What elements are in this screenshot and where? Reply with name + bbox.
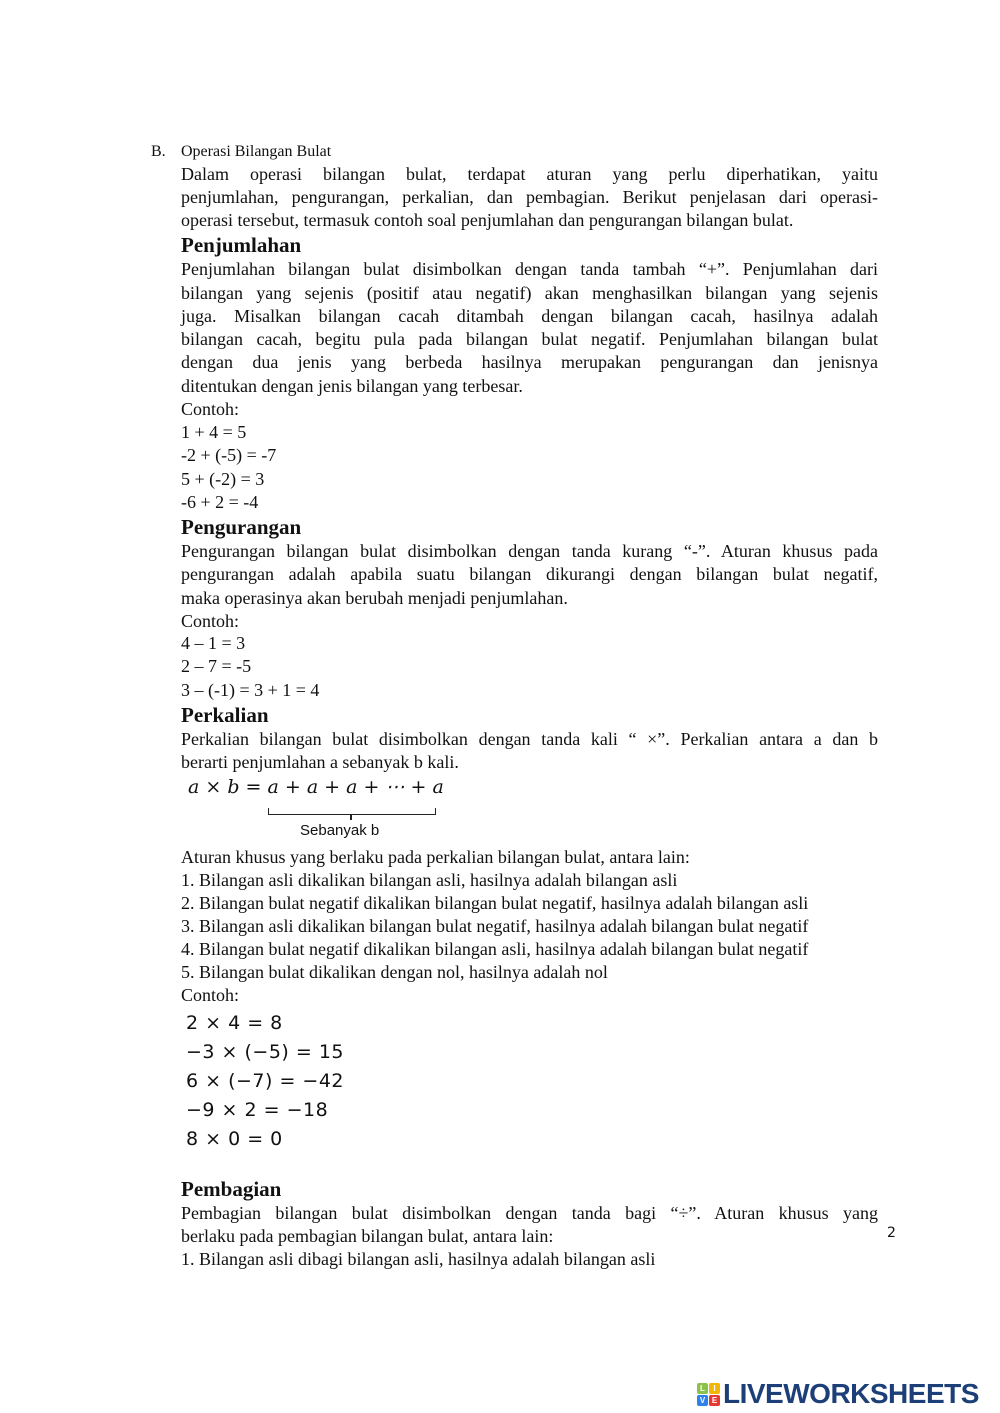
contoh-label: Contoh: [181,611,240,631]
math-example: 8 × 0 = 0 [186,1128,283,1150]
heading-penjumlahan: Penjumlahan [181,233,302,257]
contoh-label: Contoh: [181,985,240,1005]
liveworksheets-logo [697,1378,979,1410]
math-example: −3 × (−5) = 15 [186,1041,345,1063]
rules-intro: Aturan khusus yang berlaku pada perkalian bilangan bulat, antara lain: [181,847,690,867]
paragraph-line: Penjumlahan bilangan bulat disimbolkan dengan tanda tambah “+”. Penjumlahan dari [181,259,878,279]
page-number: 2 [887,1225,896,1241]
paragraph-line: pengurangan adalah apabila suatu bilangan dikurangi dengan bilangan bulat negatif, [181,564,878,584]
example: 1 + 4 = 5 [181,422,247,442]
formula-label: Sebanyak b [300,822,380,839]
paragraph-line: berlaku pada pembagian bilangan bulat, antara lain: [181,1226,554,1246]
intro-line: Dalam operasi bilangan bulat, terdapat aturan yang perlu diperhatikan, yaitu [181,164,878,184]
multiplication-formula [188,774,448,844]
example: -2 + (-5) = -7 [181,445,277,465]
paragraph-line: Perkalian bilangan bulat disimbolkan dengan tanda kali “ ×”. Perkalian antara a dan b [181,729,878,749]
paragraph-line: maka operasinya akan berubah menjadi penjumlahan. [181,588,568,608]
math-example: 6 × (−7) = −42 [186,1070,345,1092]
contoh-label: Contoh: [181,399,240,419]
paragraph-line: Pengurangan bilangan bulat disimbolkan dengan tanda kurang “-”. Aturan khusus pada [181,541,878,561]
paragraph-line: bilangan yang sejenis (positif atau negatif) akan menghasilkan bilangan yang sejenis [181,283,878,303]
rule-item: 1. Bilangan asli dibagi bilangan asli, hasilnya adalah bilangan asli [181,1249,656,1269]
paragraph-line: ditentukan dengan jenis bilangan yang terbesar. [181,376,523,396]
section-letter: B. [151,143,166,160]
heading-pengurangan: Pengurangan [181,515,302,539]
logo-text: LIVEWORKSHEETS [723,1378,979,1409]
formula-expression: a × b = a + a + a + ⋯ + a [188,776,444,798]
math-example: 2 × 4 = 8 [186,1012,283,1034]
underbrace-tick [350,814,352,820]
paragraph-line: dengan dua jenis yang berbeda hasilnya merupakan pengurangan dan jenisnya [181,352,878,372]
example: 3 – (-1) = 3 + 1 = 4 [181,680,320,700]
paragraph-line: juga. Misalkan bilangan cacah ditambah dengan bilangan cacah, hasilnya adalah [181,306,878,326]
rule-item: 1. Bilangan asli dikalikan bilangan asli, hasilnya adalah bilangan asli [181,870,678,890]
section-title: Operasi Bilangan Bulat [181,143,332,160]
example: -6 + 2 = -4 [181,492,259,512]
example: 2 – 7 = -5 [181,656,252,676]
rule-item: 2. Bilangan bulat negatif dikalikan bilangan bulat negatif, hasilnya adalah bilangan asli [181,893,809,913]
intro-line: penjumlahan, pengurangan, perkalian, dan pembagian. Berikut penjelasan dari operasi- [181,187,878,207]
example: 5 + (-2) = 3 [181,469,265,489]
paragraph-line: bilangan cacah, begitu pula pada bilangan bulat negatif. Penjumlahan bilangan bulat [181,329,878,349]
paragraph-line: Pembagian bilangan bulat disimbolkan dengan tanda bagi “÷”. Aturan khusus yang [181,1203,878,1223]
heading-pembagian: Pembagian [181,1177,282,1201]
rule-item: 4. Bilangan bulat negatif dikalikan bilangan asli, hasilnya adalah bilangan bulat negatif [181,939,809,959]
example: 4 – 1 = 3 [181,633,246,653]
intro-line: operasi tersebut, termasuk contoh soal penjumlahan dan pengurangan bilangan bulat. [181,210,794,230]
math-example: −9 × 2 = −18 [186,1099,329,1121]
logo-letter: L [697,1383,708,1394]
paragraph-line: berarti penjumlahan a sebanyak b kali. [181,752,459,772]
logo-letter: V [697,1395,708,1406]
logo-letter: E [709,1395,720,1406]
rule-item: 5. Bilangan bulat dikalikan dengan nol, hasilnya adalah nol [181,962,608,982]
logo-letter: I [709,1383,720,1394]
heading-perkalian: Perkalian [181,703,269,727]
underbrace [268,808,436,815]
logo-icon [697,1383,720,1406]
rule-item: 3. Bilangan asli dikalikan bilangan bulat negatif, hasilnya adalah bilangan bulat negatif [181,916,809,936]
